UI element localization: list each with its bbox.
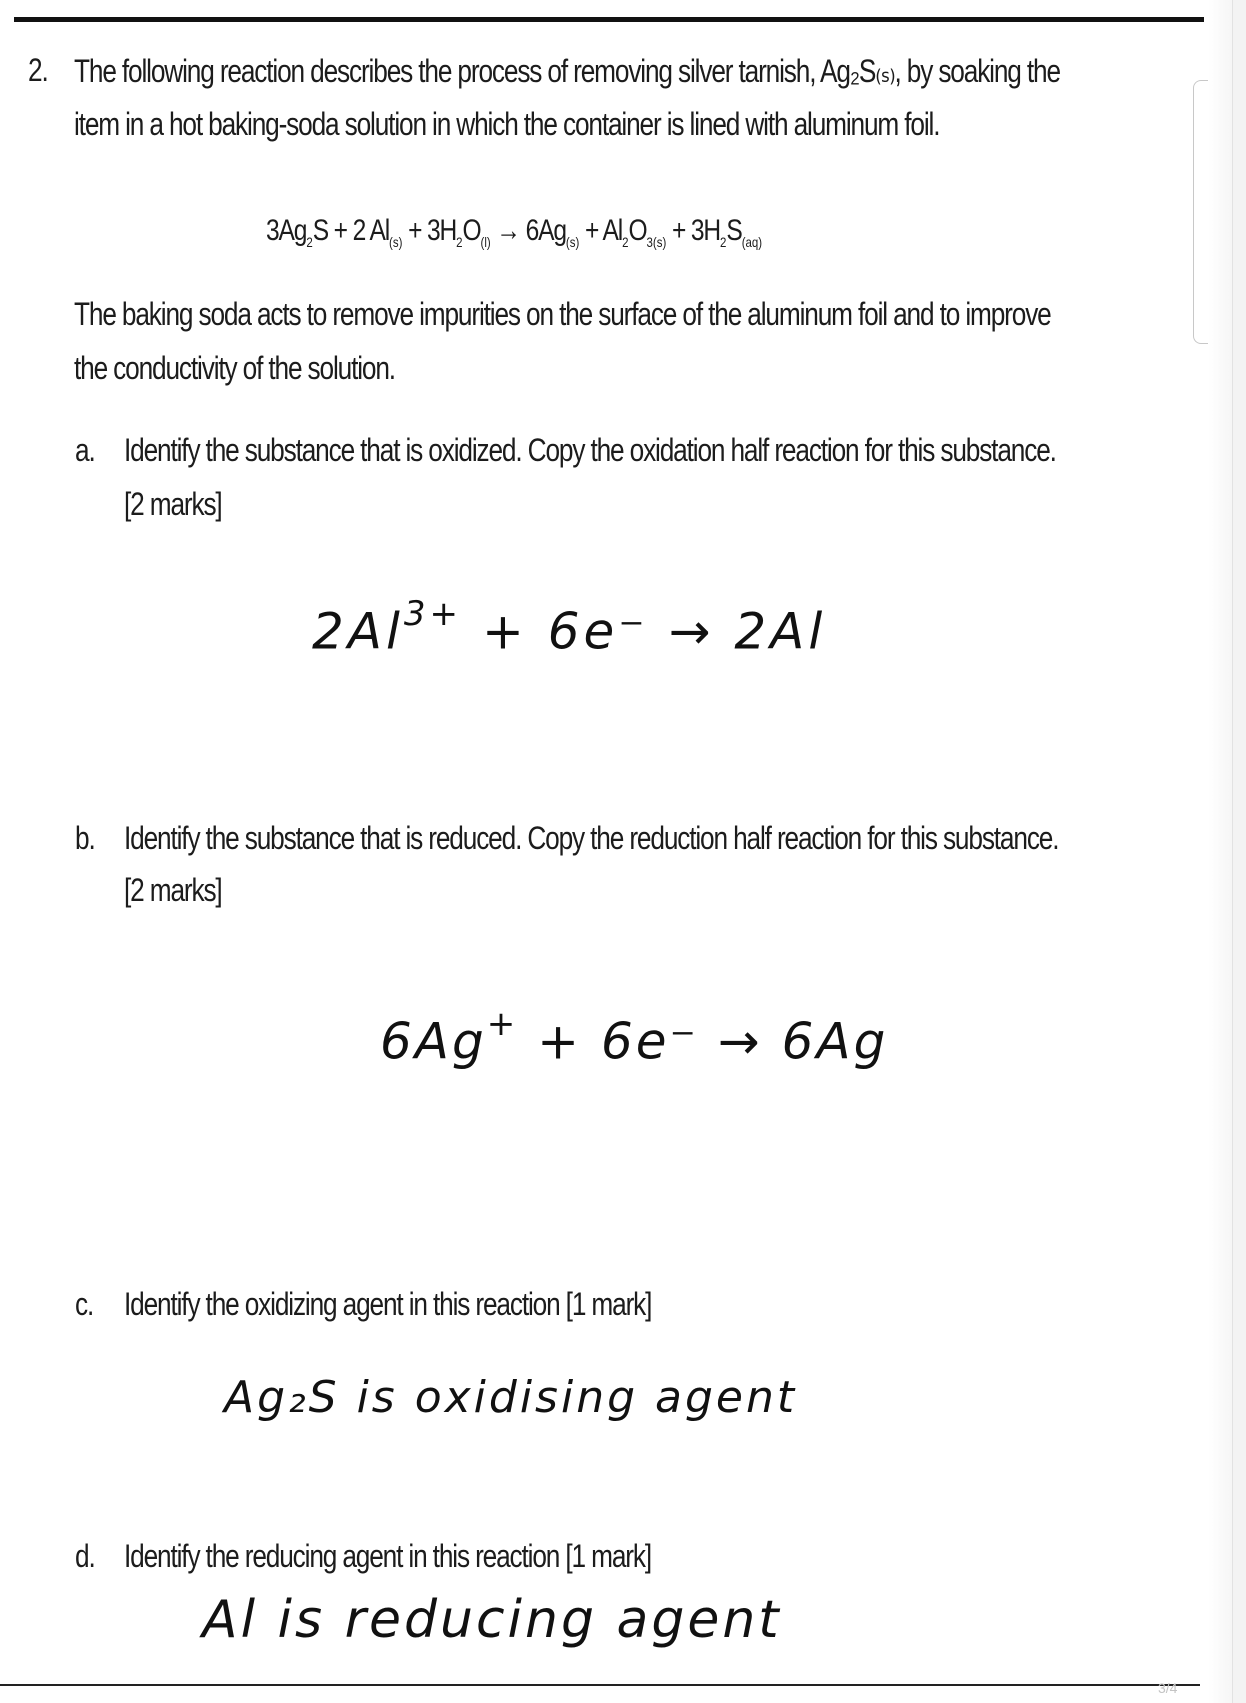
- part-a-handwritten-answer: $2Al^{3+} + 6e^- \to 2Al$: [312, 594, 827, 661]
- baking-soda-text-line-1: The baking soda acts to remove impurities on the surface of the aluminum foil and to improve: [74, 296, 1051, 332]
- part-a-prompt-line-1: Identify the substance that is oxidized. Copy the oxidation half reaction for this substance.: [124, 432, 1056, 468]
- side-bracket-annotation: [1193, 80, 1208, 344]
- part-b-prompt-line-1: Identify the substance that is reduced. Copy the reduction half reaction for this substance.: [124, 820, 1059, 856]
- top-rule: [14, 17, 1204, 22]
- question-intro-line-2: item in a hot baking-soda solution in which the container is lined with aluminum foil.: [74, 106, 940, 142]
- question-intro-line-1: The following reaction describes the process of removing silver tarnish, Ag₂S₍ₛ₎, by soaking the: [74, 53, 1060, 89]
- part-c-label: c.: [75, 1286, 94, 1322]
- part-b-prompt-line-2: [2 marks]: [124, 872, 222, 908]
- page-edge-shadow: [1208, 0, 1232, 1703]
- page-number: 3/4: [1158, 1680, 1178, 1696]
- part-d-prompt: Identify the reducing agent in this reaction [1 mark]: [124, 1538, 651, 1574]
- bottom-rule: [0, 1684, 1200, 1686]
- baking-soda-text-line-2: the conductivity of the solution.: [74, 350, 395, 386]
- part-b-handwritten-answer: 6Ag+ + 6e⁻ → 6Ag: [380, 1004, 889, 1071]
- question-number: 2.: [28, 52, 48, 88]
- scrollbar[interactable]: [1232, 0, 1246, 1703]
- part-c-handwritten-answer: Ag₂S is oxidising agent: [224, 1372, 798, 1423]
- part-d-label: d.: [75, 1538, 95, 1574]
- part-b-label: b.: [75, 820, 95, 856]
- part-d-handwritten-answer: Al is reducing agent: [202, 1590, 782, 1650]
- part-a-label: a.: [75, 432, 95, 468]
- reaction-equation: $3Ag_2S + 2$ $Al_{(s)} + 3H_2O_{(l)} \to 6Ag_{(s)} + Al_2O_{3(s)} + 3H_2S_{(aq)}$: [266, 214, 763, 250]
- part-a-prompt-line-2: [2 marks]: [124, 486, 222, 522]
- part-c-prompt: Identify the oxidizing agent in this reaction [1 mark]: [124, 1286, 652, 1322]
